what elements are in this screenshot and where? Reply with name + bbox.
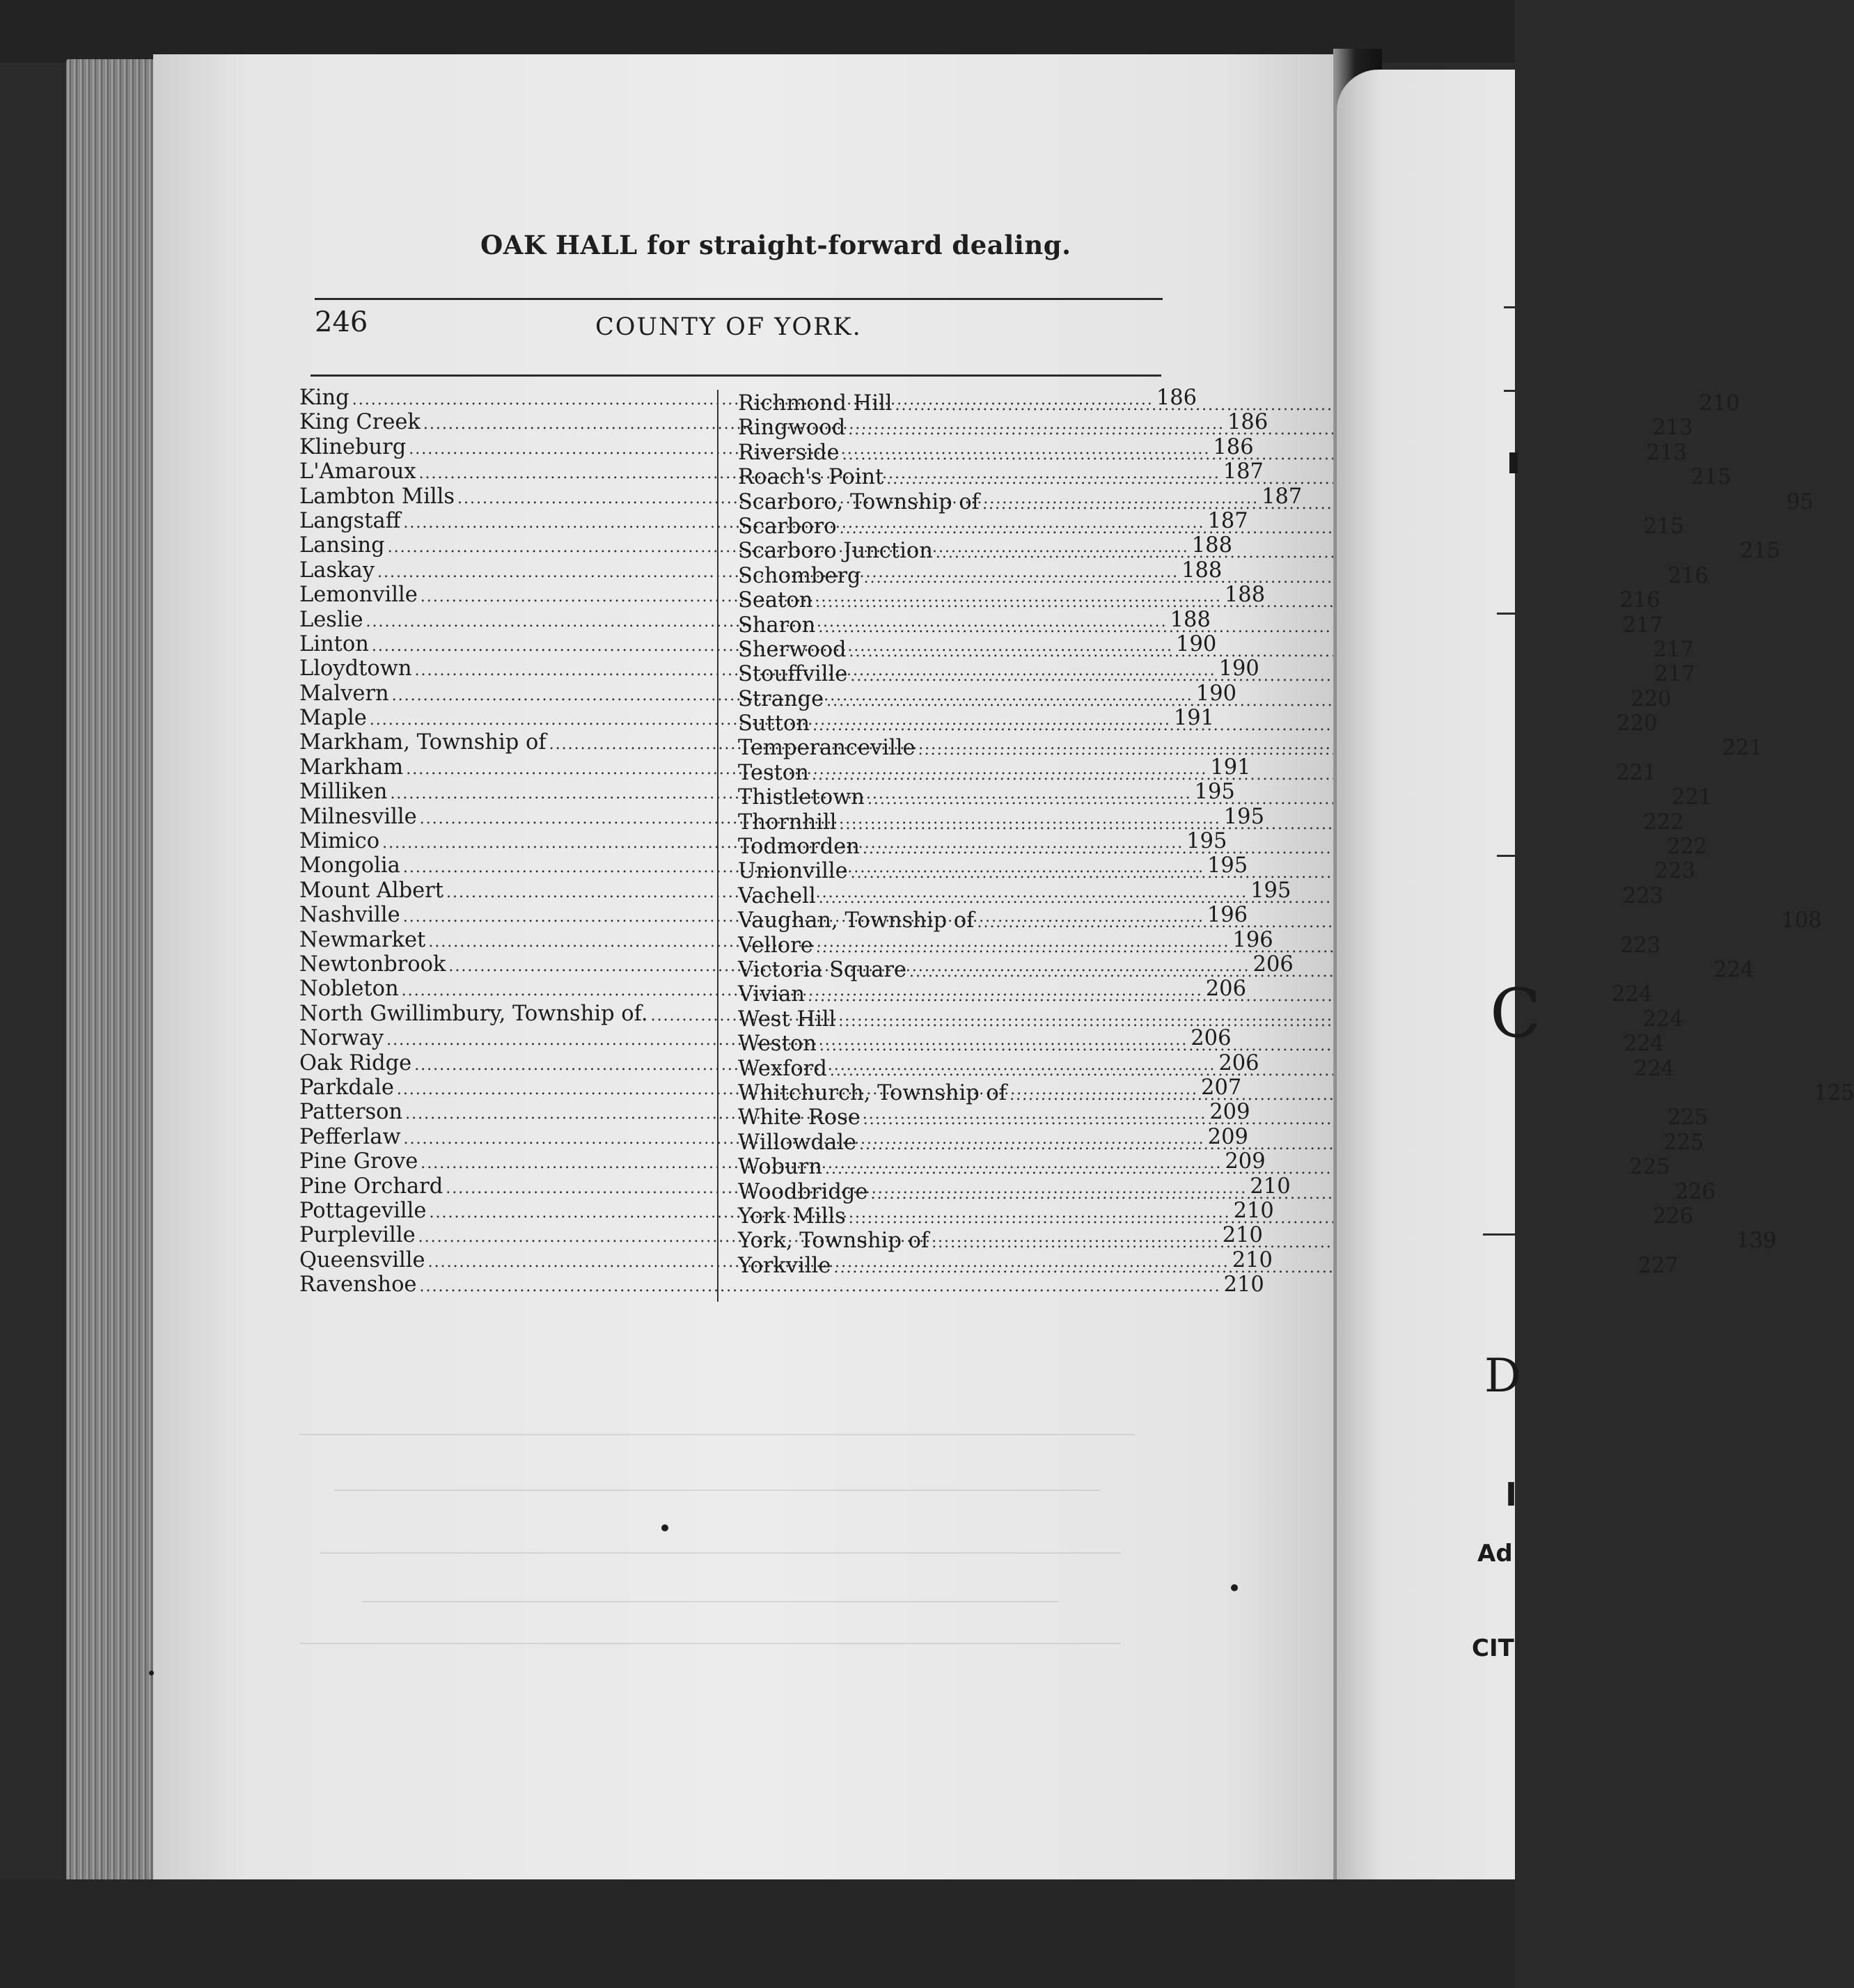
dot-leader — [840, 516, 1641, 541]
place-name: White Rose — [738, 1105, 861, 1130]
page-reference: 210 — [1250, 1174, 1291, 1199]
page-reference: 224 — [1623, 1032, 1665, 1057]
place-name: York, Township of — [738, 1229, 929, 1254]
page-reference: 209 — [1209, 1100, 1250, 1125]
place-name: Maple — [299, 706, 367, 731]
page-reference: 108 — [1781, 908, 1822, 933]
page-reference: 206 — [1252, 952, 1294, 977]
dot-leader — [932, 1231, 1733, 1255]
place-name: L'Amaroux — [299, 459, 416, 484]
page-reference: 216 — [1667, 563, 1708, 588]
place-name: King — [299, 386, 349, 410]
page-reference: 196 — [1232, 927, 1273, 952]
page-reference: 224 — [1612, 982, 1653, 1007]
dot-leader — [864, 566, 1665, 590]
page-reference: 215 — [1740, 539, 1781, 564]
place-name: Lloydtown — [299, 656, 412, 681]
place-name: Temperanceville — [738, 736, 916, 761]
page-reference: 224 — [1634, 1056, 1675, 1081]
page-reference: 223 — [1654, 859, 1695, 884]
facing-page-fragment-d: D — [1484, 1349, 1521, 1403]
place-name: Wexford — [738, 1056, 827, 1081]
place-name: Pine Grove — [299, 1149, 418, 1174]
place-name: Seaton — [738, 588, 813, 613]
right-page — [1337, 70, 1518, 1893]
page-reference: 209 — [1207, 1124, 1248, 1149]
page-reference: 221 — [1671, 785, 1713, 810]
place-name: North Gwillimbury, Township of. — [299, 1001, 648, 1026]
place-name: Richmond Hill — [738, 391, 893, 416]
dot-leader — [848, 418, 1649, 442]
page-reference: 210 — [1222, 1223, 1263, 1248]
place-name: Vellore — [738, 933, 813, 958]
page-reference: 217 — [1654, 662, 1695, 687]
place-name: Nashville — [299, 903, 400, 928]
bleed-through-line — [334, 1490, 1100, 1491]
place-name: Sherwood — [738, 637, 847, 662]
bleed-through-line — [320, 1552, 1121, 1554]
page-reference: 206 — [1218, 1050, 1259, 1075]
place-name: Victoria Square — [738, 957, 907, 982]
dot-leader — [863, 837, 1664, 861]
place-name: Weston — [738, 1032, 817, 1057]
place-name: Lansing — [299, 533, 385, 558]
page-reference: 187 — [1223, 459, 1264, 484]
page-reference: 207 — [1201, 1075, 1242, 1100]
ink-speck — [149, 1671, 154, 1675]
place-name: Patterson — [299, 1100, 403, 1125]
page-reference: 220 — [1631, 686, 1672, 711]
place-name: Pefferlaw — [299, 1124, 401, 1149]
dot-leader — [849, 640, 1651, 664]
page-reference: 224 — [1713, 957, 1754, 982]
page-reference: 191 — [1173, 706, 1215, 731]
page-reference: 187 — [1262, 484, 1303, 509]
place-name: Oak Ridge — [299, 1050, 412, 1075]
index-entry — [738, 1007, 1683, 1032]
page-number: 246 — [315, 306, 368, 338]
facing-page-fragment-ad: Ad — [1477, 1540, 1513, 1568]
page-reference: 195 — [1207, 853, 1248, 878]
bleed-through-line — [299, 1434, 1135, 1435]
page-reference: 188 — [1181, 558, 1223, 583]
place-name: Thistletown — [738, 785, 865, 810]
page-reference: 195 — [1250, 878, 1291, 903]
place-name: Parkdale — [299, 1075, 394, 1100]
page-reference: 139 — [1736, 1229, 1777, 1254]
page-reference: 216 — [1619, 588, 1660, 613]
place-name: Linton — [299, 631, 369, 656]
place-name: Markham — [299, 755, 404, 780]
page-reference: 195 — [1223, 804, 1264, 829]
page-reference: 210 — [1233, 1198, 1274, 1223]
place-name: Mongolia — [299, 853, 400, 878]
place-name: Pottageville — [299, 1198, 427, 1223]
page-reference: 195 — [1194, 780, 1235, 805]
place-name: Sharon — [738, 613, 816, 638]
ink-speck — [661, 1524, 668, 1531]
place-name: Stouffville — [738, 662, 848, 687]
index-entry — [299, 1272, 1264, 1297]
page-reference: 210 — [1699, 391, 1740, 416]
facing-page-rule — [1483, 1233, 1515, 1236]
place-name: Pine Orchard — [299, 1174, 443, 1199]
facing-page-rule — [1497, 855, 1515, 857]
dot-leader — [867, 787, 1669, 812]
place-name: Thornhill — [738, 810, 837, 835]
page-reference: 195 — [1186, 829, 1227, 854]
place-name: Roach's Point — [738, 465, 884, 490]
page-reference: 186 — [1156, 386, 1197, 410]
page-reference: 187 — [1207, 508, 1248, 533]
page-reference: 191 — [1210, 755, 1251, 780]
place-name: Klineburg — [299, 434, 407, 459]
place-name: Ringwood — [738, 416, 846, 441]
place-name: Scarboro Junction — [738, 539, 933, 564]
dot-leader — [859, 1133, 1660, 1157]
page-reference: 222 — [1643, 810, 1684, 835]
place-name: Newmarket — [299, 927, 426, 952]
place-name: Vachell — [738, 883, 816, 908]
page-reference: 186 — [1227, 410, 1268, 435]
running-head: OAK HALL for straight-forward dealing. — [480, 230, 1071, 260]
page-reference: 225 — [1629, 1155, 1670, 1180]
dot-leader — [918, 738, 1720, 762]
page-reference: 217 — [1653, 637, 1694, 662]
page-reference: 210 — [1232, 1247, 1273, 1272]
page-reference: 226 — [1652, 1204, 1694, 1229]
place-name: Milliken — [299, 780, 388, 805]
page-reference: 188 — [1191, 533, 1232, 558]
place-name: Newtonbrook — [299, 952, 446, 977]
dot-leader — [839, 812, 1640, 837]
header-rule — [315, 298, 1163, 300]
place-name: Woburn — [738, 1155, 823, 1180]
page-reference: 217 — [1622, 613, 1663, 638]
page-reference: 221 — [1722, 736, 1763, 761]
dot-leader — [849, 1206, 1650, 1231]
page-reference: 215 — [1690, 465, 1731, 490]
page-reference: 223 — [1622, 883, 1664, 908]
column-divider — [717, 390, 718, 1302]
page-reference: 225 — [1663, 1130, 1704, 1155]
facing-page-rule — [1497, 613, 1515, 615]
place-name: Whitchurch, Township of — [738, 1080, 1007, 1105]
page-reference: 213 — [1652, 416, 1693, 441]
page-edges — [66, 59, 157, 1886]
place-name: Woodbridge — [738, 1179, 868, 1204]
place-name: Laskay — [299, 558, 375, 583]
page-reference: 223 — [1619, 933, 1661, 958]
page-reference: 226 — [1674, 1179, 1715, 1204]
place-name: Sutton — [738, 711, 810, 736]
bleed-through-line — [362, 1601, 1058, 1602]
place-name: Lemonville — [299, 583, 418, 608]
page-reference: 188 — [1170, 607, 1211, 632]
place-name: Langstaff — [299, 508, 401, 533]
page-reference: 125 — [1814, 1080, 1854, 1105]
background-bottom — [0, 1879, 1515, 1988]
page-reference: 196 — [1207, 903, 1248, 928]
page-reference: 206 — [1191, 1026, 1232, 1051]
page-reference: 213 — [1646, 440, 1687, 465]
page-reference: 190 — [1218, 656, 1259, 681]
section-title: COUNTY OF YORK. — [595, 313, 862, 341]
facing-page-mark — [1509, 452, 1518, 473]
place-name: King Creek — [299, 410, 421, 435]
place-name: West Hill — [738, 1007, 836, 1032]
place-name: Milnesville — [299, 804, 417, 829]
facing-page-fragment-cit: CIT — [1472, 1634, 1514, 1662]
dot-leader — [909, 960, 1711, 984]
page-reference: 222 — [1667, 835, 1708, 860]
facing-page-fragment-i: I — [1505, 1476, 1518, 1513]
page-reference: 190 — [1195, 681, 1237, 706]
dot-leader — [842, 443, 1644, 467]
background-top — [0, 0, 1515, 63]
place-name: Willowdale — [738, 1130, 857, 1155]
facing-page-rule — [1504, 306, 1515, 308]
facing-page-fragment-c: C — [1490, 975, 1541, 1052]
place-name: Malvern — [299, 681, 389, 706]
dot-leader — [863, 1107, 1665, 1132]
page-reference: 188 — [1224, 583, 1266, 608]
place-name: Mimico — [299, 829, 380, 854]
index-entry — [738, 736, 1763, 761]
place-name: Vivian — [738, 982, 806, 1007]
place-name: Scarboro — [738, 514, 837, 539]
ink-speck — [1231, 1584, 1238, 1591]
page-reference: 190 — [1176, 631, 1217, 656]
page-reference: 225 — [1667, 1105, 1708, 1130]
place-name: Schomberg — [738, 563, 861, 588]
dot-leader — [895, 393, 1696, 418]
place-name: Scarboro, Township of — [738, 489, 980, 514]
place-name: Strange — [738, 686, 824, 711]
dot-leader — [851, 861, 1652, 885]
dot-leader — [871, 1182, 1672, 1206]
place-name: Todmorden — [738, 835, 860, 860]
place-name: Mount Albert — [299, 878, 444, 903]
page-reference: 224 — [1642, 1007, 1683, 1032]
facing-page-rule — [1504, 390, 1515, 392]
page-reference: 227 — [1637, 1253, 1679, 1278]
bleed-through-line — [299, 1643, 1121, 1644]
place-name: Leslie — [299, 607, 363, 632]
page-reference: 206 — [1205, 977, 1246, 1002]
place-name: Queensville — [299, 1247, 425, 1272]
place-name: Vaughan, Township of — [738, 908, 975, 933]
page-reference: 210 — [1223, 1272, 1264, 1297]
place-name: Nobleton — [299, 977, 399, 1002]
place-name: York Mills — [738, 1204, 846, 1229]
dot-leader — [886, 467, 1688, 491]
place-name: Teston — [738, 760, 809, 785]
page-reference: 186 — [1213, 434, 1254, 459]
page-reference: 215 — [1643, 514, 1684, 539]
place-name: Unionville — [738, 859, 848, 884]
page-reference: 221 — [1616, 760, 1657, 785]
place-name: Lambton Mills — [299, 484, 455, 509]
page-reference: 220 — [1617, 711, 1658, 736]
page-reference: 209 — [1225, 1149, 1266, 1174]
page-reference: 95 — [1786, 489, 1814, 514]
section-rule — [311, 374, 1161, 377]
place-name: Markham, Township of — [299, 730, 547, 755]
dot-leader — [850, 664, 1651, 688]
place-name: Yorkville — [738, 1253, 831, 1278]
place-name: Ravenshoe — [299, 1272, 417, 1297]
place-name: Riverside — [738, 440, 840, 465]
index-entry — [299, 730, 721, 755]
index-entry — [299, 1002, 721, 1026]
place-name: Purpleville — [299, 1223, 416, 1248]
place-name: Norway — [299, 1026, 384, 1051]
